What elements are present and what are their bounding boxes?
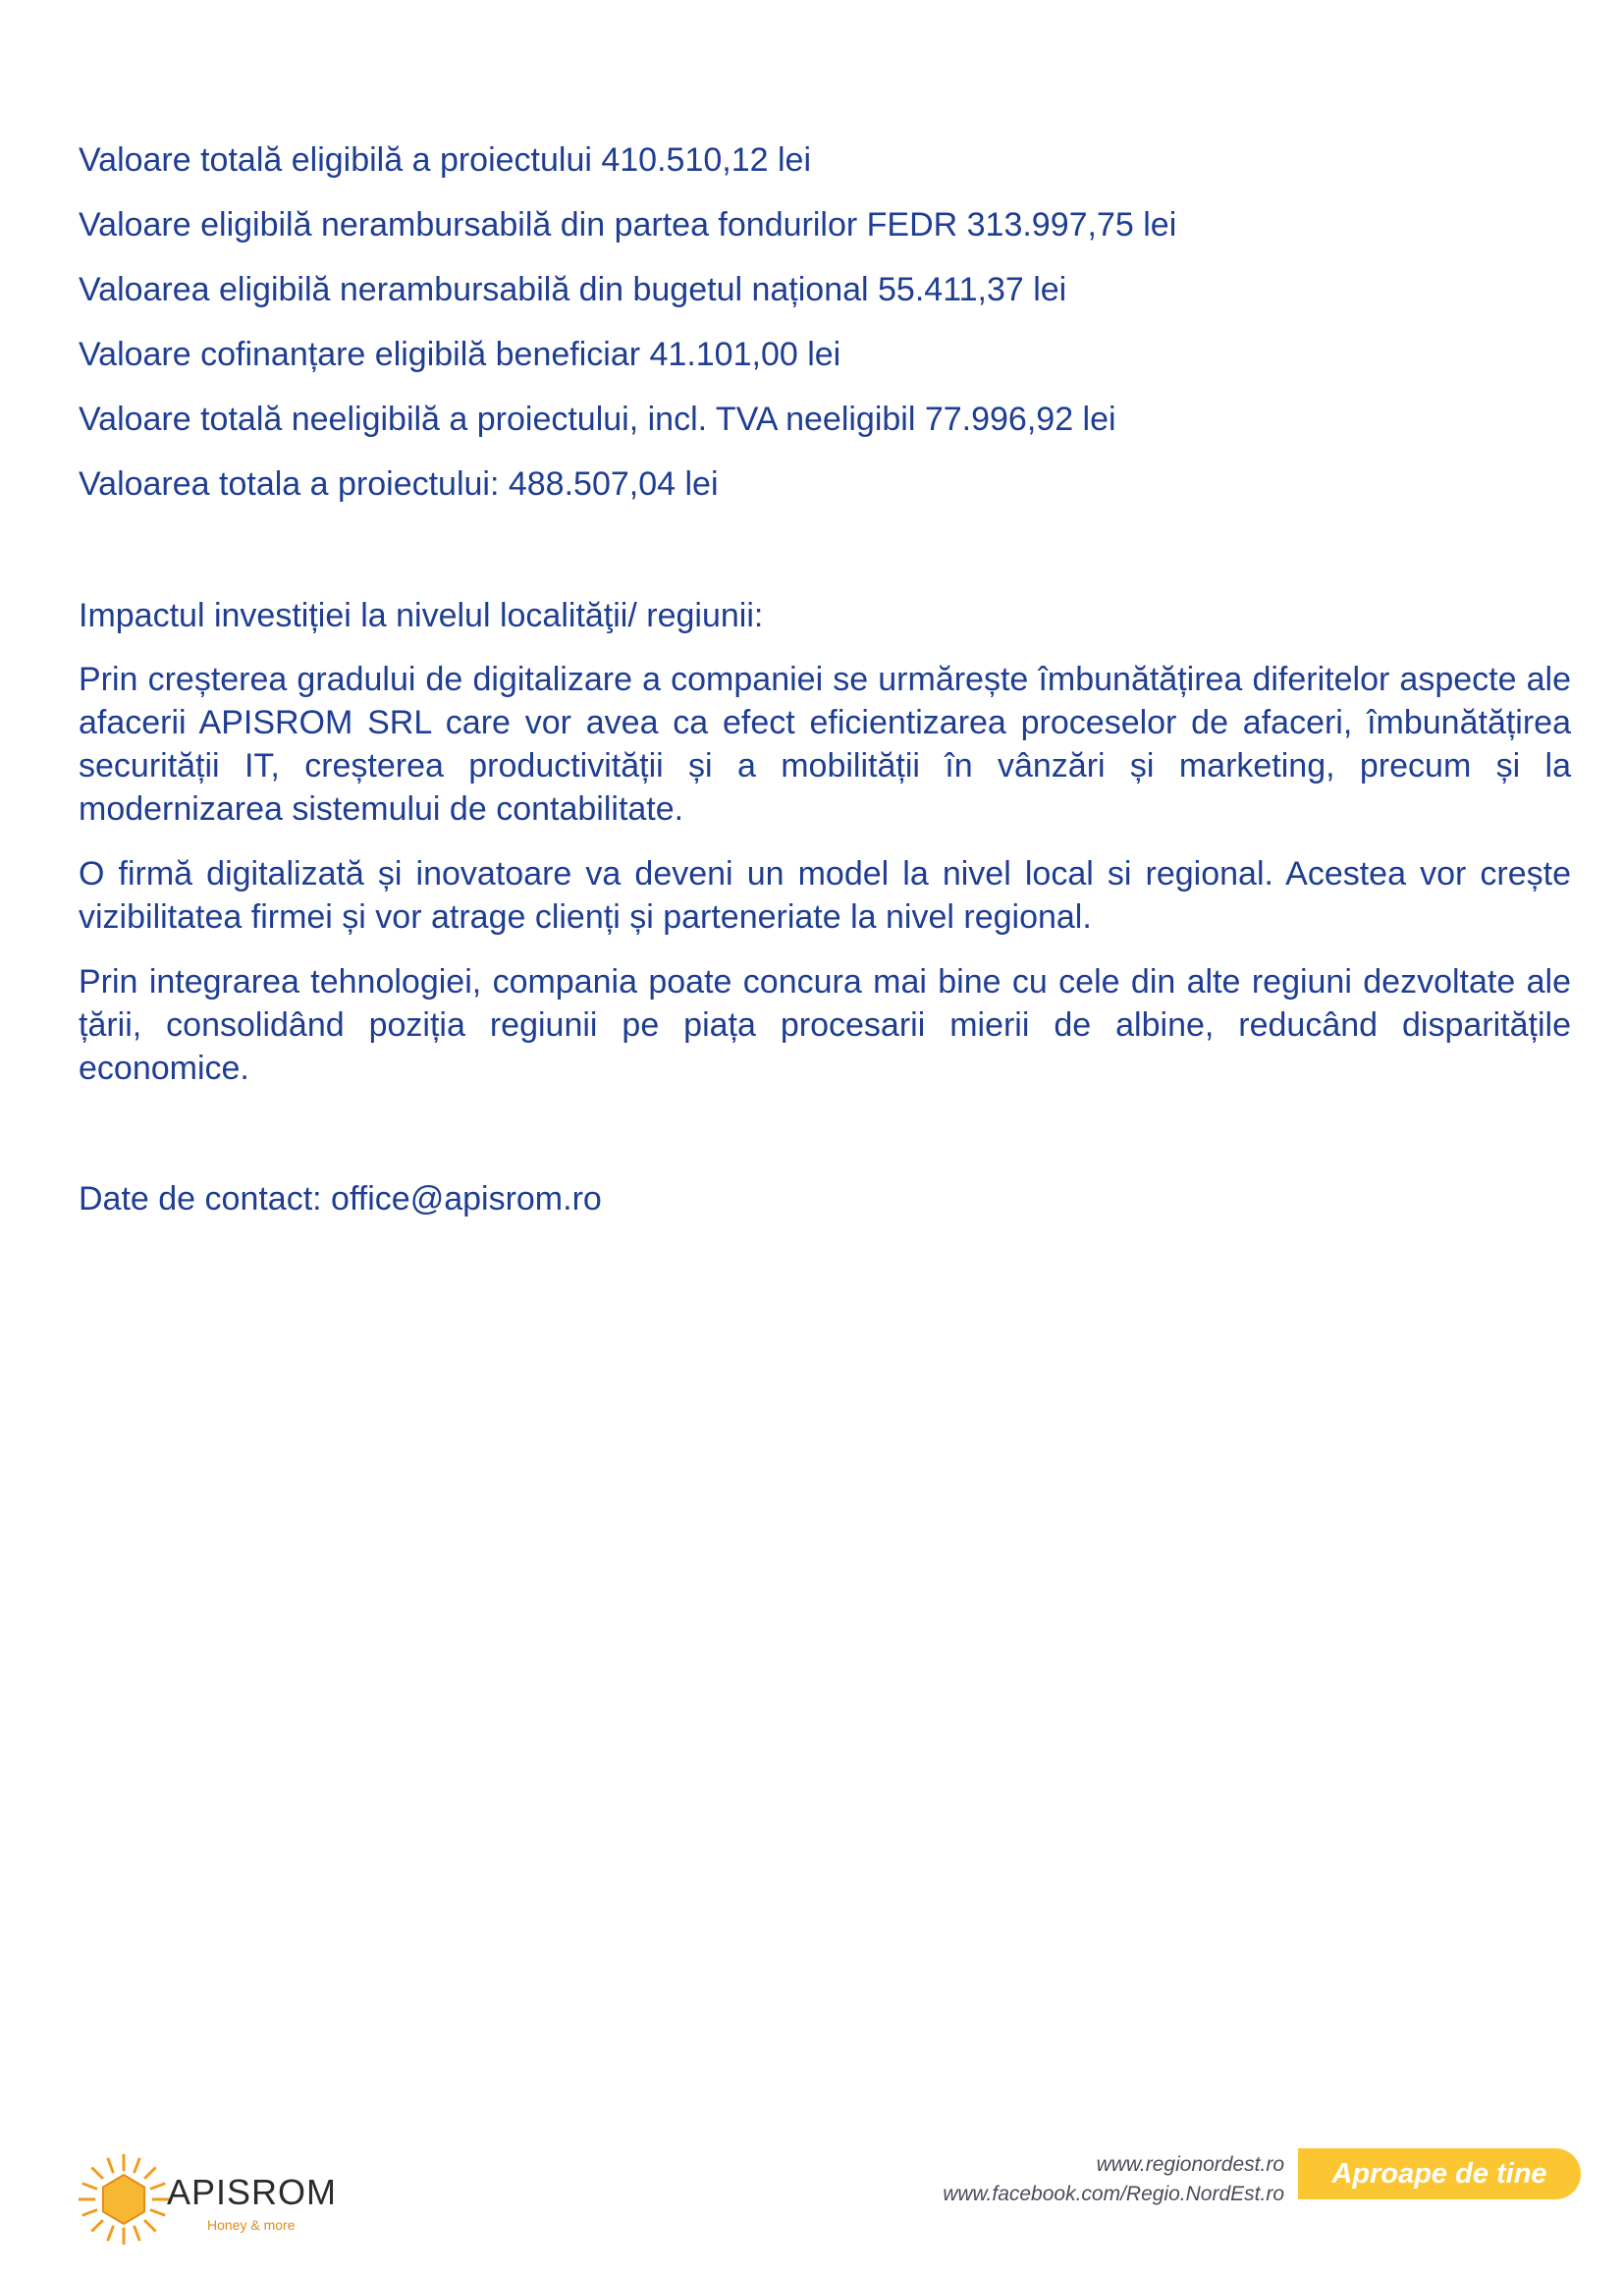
facebook-link[interactable]: www.facebook.com/Regio.NordEst.ro: [943, 2183, 1284, 2205]
non-eligible-value: Valoare totală neeligibilă a proiectului, incl. TVA neeligibil 77.996,92 lei: [79, 401, 1116, 438]
fedr-nonrefundable-value: Valoare eligibilă nerambursabilă din partea fondurilor FEDR 313.997,75 lei: [79, 206, 1177, 244]
project-total-value: Valoarea totala a proiectului: 488.507,04 lei: [79, 465, 719, 503]
eligible-total-value: Valoare totală eligibilă a proiectului 410.510,12 lei: [79, 141, 811, 179]
logo-name: APISROM: [167, 2172, 338, 2212]
impact-paragraph: Prin integrarea tehnologiei, compania poate concura mai bine cu cele din alte regiuni dezvoltate ale țării, consolidând poziția regiunii pe piața procesarii mierii de albine, reducând disparitățile economice.: [79, 963, 1571, 1087]
contact-line: Date de contact: office@apisrom.ro: [79, 1180, 602, 1218]
cofinancing-value: Valoare cofinanțare eligibilă beneficiar 41.101,00 lei: [79, 336, 841, 373]
document-body: [79, 137, 1571, 1221]
national-budget-value: Valoarea eligibilă nerambursabilă din bugetul național 55.411,37 lei: [79, 271, 1067, 308]
slogan-badge: Aproape de tine: [1298, 2148, 1581, 2199]
honeycomb-sun-icon: [77, 2150, 171, 2248]
impact-paragraph: Prin creșterea gradului de digitalizare a companiei se urmărește îmbunătățirea diferitelor aspecte ale afacerii APISROM SRL care vor avea ca efect eficientizarea proceselor de afaceri, îmbunătățirea securității IT, creșterea productivității și a mobilității în vânzări și marketing, precum și la modernizarea sistemului de contabilitate.: [79, 661, 1571, 828]
impact-paragraph: O firmă digitalizată și inovatoare va deveni un model la nivel local si regional. Acestea vor crește vizibilitatea firmei și vor atrage clienți și parteneriate la nivel regional.: [79, 855, 1571, 936]
footer-links: [943, 2150, 1284, 2209]
logo-tagline: Honey & more: [207, 2217, 296, 2233]
website-link[interactable]: www.regionordest.ro: [1096, 2153, 1284, 2176]
impact-heading: Impactul investiției la nivelul localităţii/ regiunii:: [79, 597, 764, 634]
apisrom-logo: [77, 2150, 371, 2248]
